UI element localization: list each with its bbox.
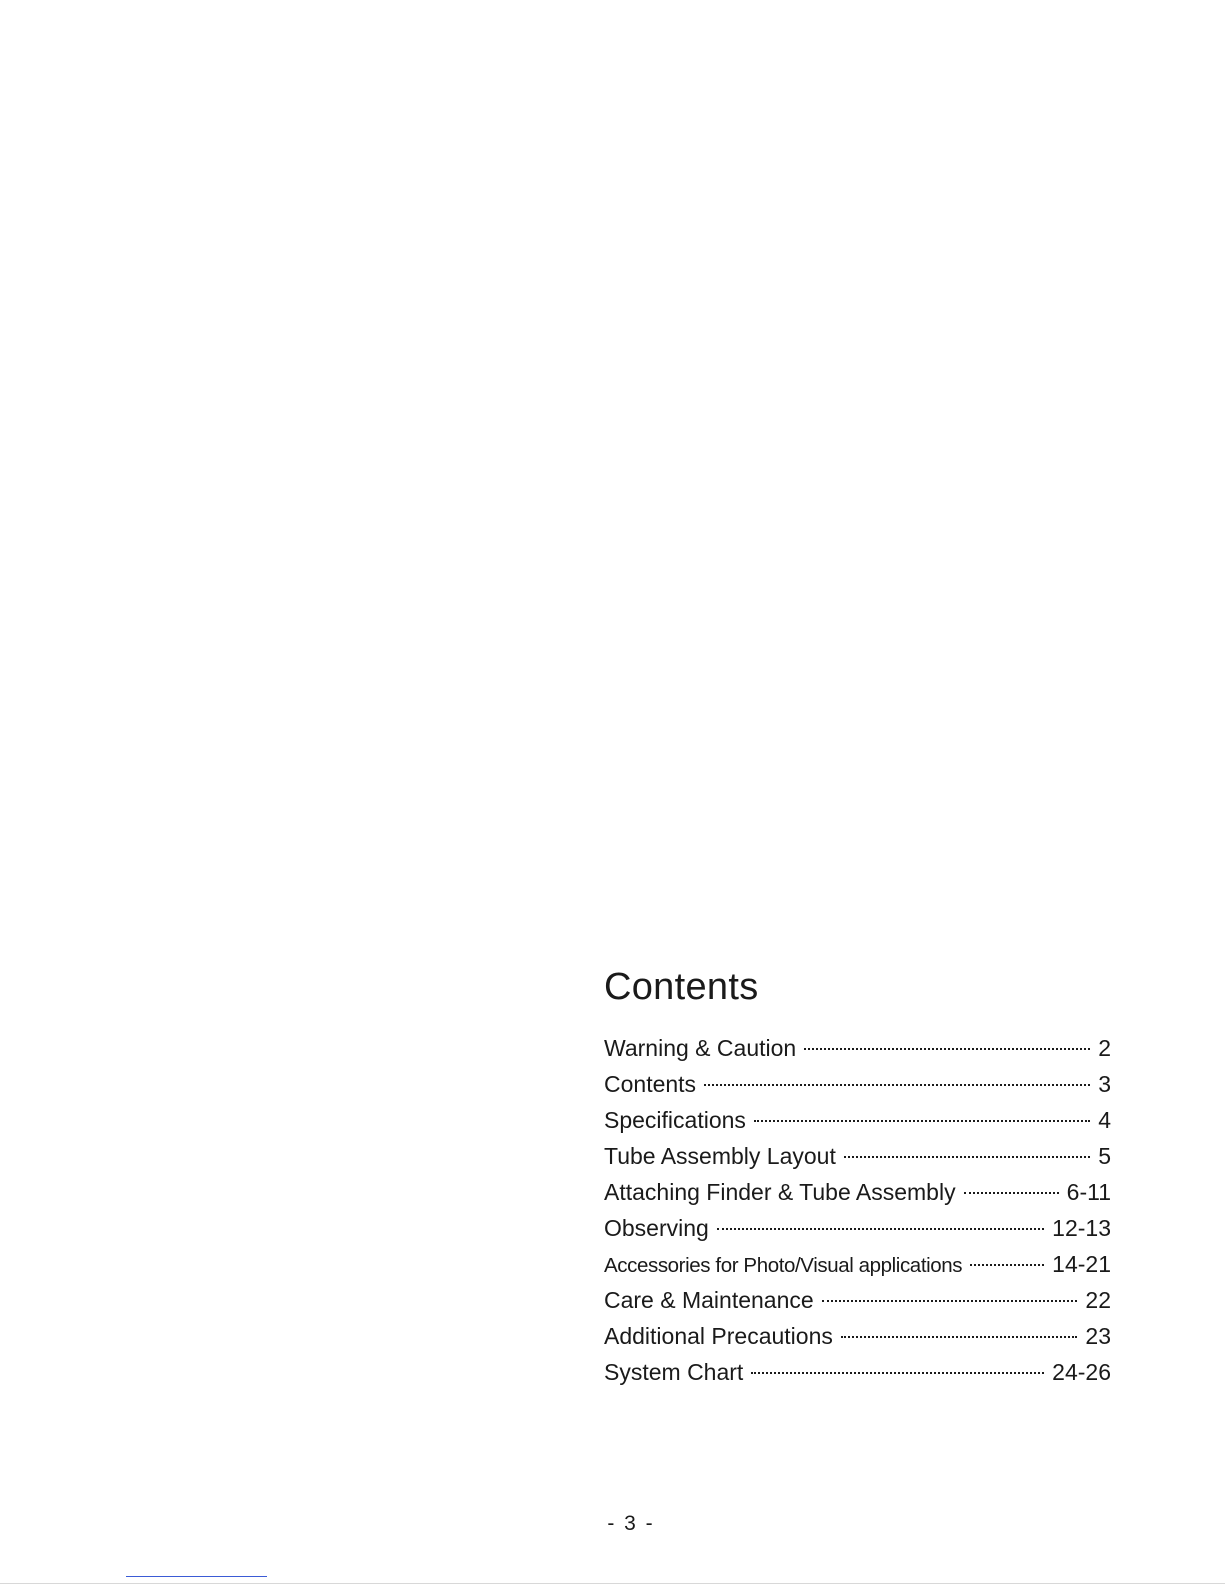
toc-entry-specifications — [604, 1102, 1111, 1138]
toc-list — [604, 1030, 1111, 1390]
table-of-contents — [604, 968, 1111, 1390]
toc-entry-observing — [604, 1210, 1111, 1246]
dot-leader — [717, 1228, 1044, 1230]
toc-entry-label: Observing — [604, 1214, 709, 1241]
toc-entry-page: 22 — [1085, 1286, 1111, 1313]
dot-leader — [964, 1192, 1059, 1194]
toc-entry-label: Care & Maintenance — [604, 1286, 814, 1313]
dot-leader — [704, 1084, 1090, 1086]
toc-entry-page: 12-13 — [1052, 1214, 1111, 1241]
dot-leader — [751, 1372, 1044, 1374]
dot-leader — [970, 1264, 1044, 1266]
toc-entry-attaching-finder — [604, 1174, 1111, 1210]
dot-leader — [822, 1300, 1078, 1302]
toc-entry-page: 14-21 — [1052, 1250, 1111, 1277]
toc-entry-page: 3 — [1098, 1070, 1111, 1097]
toc-entry-page: 24-26 — [1052, 1358, 1111, 1385]
toc-entry-label: Contents — [604, 1070, 697, 1097]
scan-artifact-line — [126, 1576, 267, 1577]
toc-entry-page: 23 — [1085, 1322, 1111, 1349]
toc-entry-contents — [604, 1066, 1111, 1102]
toc-entry-page: 6-11 — [1066, 1178, 1111, 1205]
toc-entry-label: Tube Assembly Layout — [604, 1142, 836, 1169]
toc-entry-system-chart — [604, 1354, 1111, 1390]
toc-entry-label: Specifications — [604, 1106, 746, 1133]
dot-leader — [804, 1048, 1090, 1050]
toc-entry-label: System Chart — [604, 1358, 744, 1385]
page-title: Contents — [604, 966, 759, 1008]
toc-entry-additional-precautions — [604, 1318, 1111, 1354]
toc-entry-tube-assembly-layout — [604, 1138, 1111, 1174]
toc-entry-page: 5 — [1098, 1142, 1111, 1169]
dot-leader — [754, 1120, 1090, 1122]
toc-entry-page: 4 — [1098, 1106, 1111, 1133]
dot-leader — [844, 1156, 1090, 1158]
toc-entry-label: Warning & Caution — [604, 1034, 797, 1061]
toc-entry-accessories — [604, 1246, 1111, 1282]
toc-entry-label: Attaching Finder & Tube Assembly — [604, 1178, 956, 1205]
dot-leader — [841, 1336, 1078, 1338]
toc-entry-label: Accessories for Photo/Visual applications — [604, 1253, 963, 1277]
toc-entry-warning-caution — [604, 1030, 1111, 1066]
toc-entry-page: 2 — [1098, 1034, 1111, 1061]
page-bottom-edge — [0, 1583, 1225, 1584]
page-number: - 3 - — [607, 1512, 655, 1535]
toc-entry-label: Additional Precautions — [604, 1322, 833, 1349]
toc-entry-care-maintenance — [604, 1282, 1111, 1318]
